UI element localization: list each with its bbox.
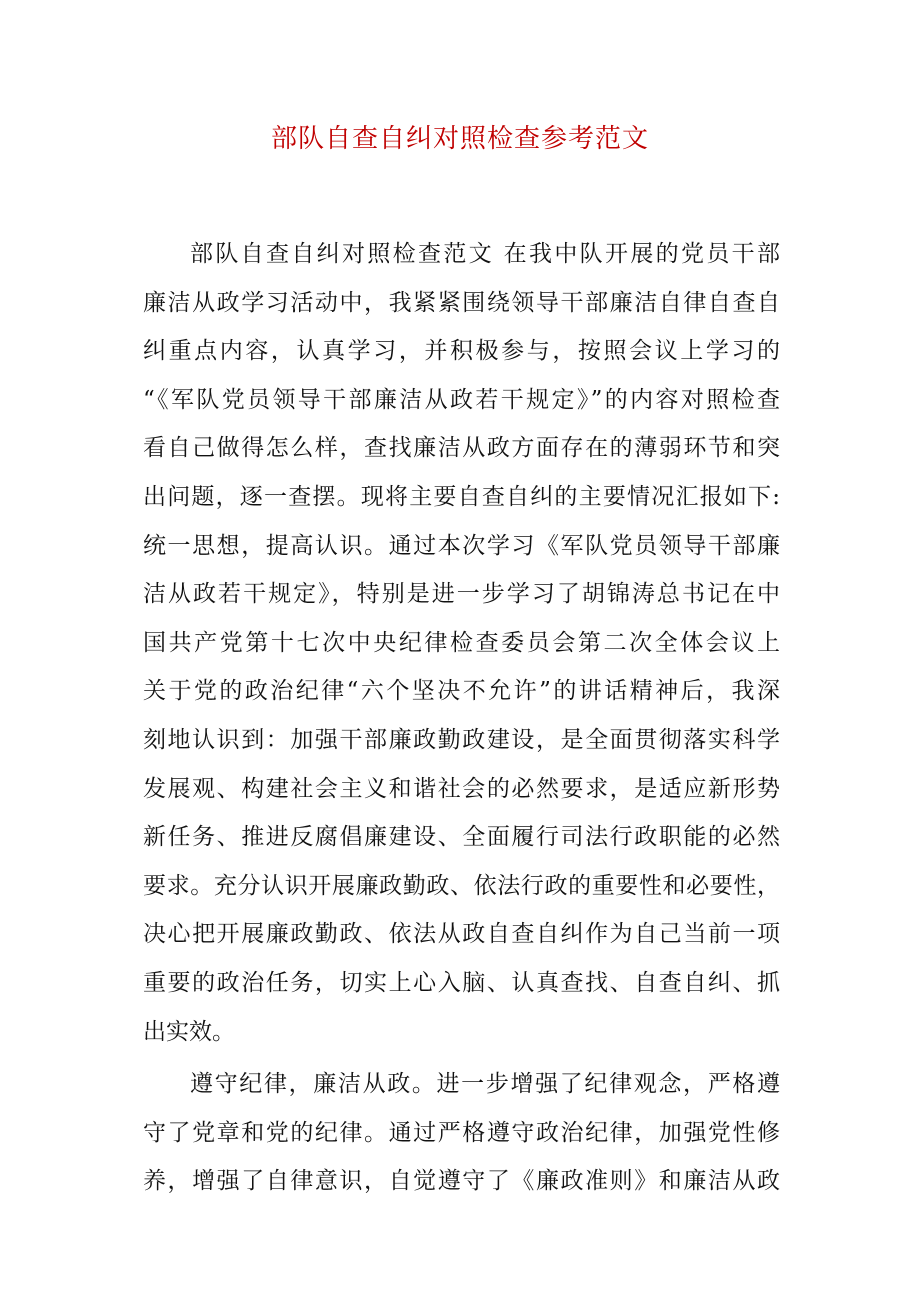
- text-line: 统一思想，提高认识。通过本次学习《军队党员领导干部廉: [143, 532, 780, 559]
- document-body: [143, 230, 780, 1206]
- text-line: 国共产党第十七次中央纪律检查委员会第二次全体会议上: [143, 629, 780, 656]
- text-line: 决心把开展廉政勤政、依法从政自查自纠作为自己当前一项: [143, 921, 780, 948]
- text-line: 看自己做得怎么样，查找廉洁从政方面存在的薄弱环节和突: [143, 435, 780, 462]
- text-line: 重要的政治任务，切实上心入脑、认真查找、自查自纠、抓: [143, 969, 780, 996]
- text-line: 遵守纪律，廉洁从政。进一步增强了纪律观念，严格遵: [190, 1071, 780, 1098]
- text-line: 新任务、推进反腐倡廉建设、全面履行司法行政职能的必然: [143, 824, 780, 851]
- text-line: 要求。充分认识开展廉政勤政、依法行政的重要性和必要性，: [143, 872, 780, 899]
- text-line: 刻地认识到：加强干部廉政勤政建设，是全面贯彻落实科学: [143, 726, 780, 753]
- document-title: 部队自查自纠对照检查参考范文: [270, 124, 649, 154]
- text-line: 养，增强了自律意识，自觉遵守了《廉政准则》和廉洁从政: [143, 1168, 780, 1195]
- text-line: 关于党的政治纪律“六个坚决不允许”的讲话精神后，我深: [143, 678, 780, 705]
- paragraph-1: [143, 230, 780, 1056]
- text-line: 发展观、构建社会主义和谐社会的必然要求，是适应新形势: [143, 775, 780, 802]
- text-line: 出问题，逐一查摆。现将主要自查自纠的主要情况汇报如下:: [143, 483, 780, 510]
- text-line: 洁从政若干规定》，特别是进一步学习了胡锦涛总书记在中: [143, 581, 780, 608]
- text-line: 纠重点内容，认真学习，并积极参与，按照会议上学习的: [143, 338, 780, 365]
- text-line: “《军队党员领导干部廉洁从政若干规定》”的内容对照检查: [143, 386, 780, 413]
- text-line: 守了党章和党的纪律。通过严格遵守政治纪律，加强党性修: [143, 1119, 780, 1146]
- text-line: 出实效。: [143, 1018, 235, 1045]
- text-line: 廉洁从政学习活动中，我紧紧围绕领导干部廉洁自律自查自: [143, 289, 780, 316]
- paragraph-2: [143, 1060, 780, 1206]
- text-line: 部队自查自纠对照检查范文 在我中队开展的党员干部: [190, 241, 780, 267]
